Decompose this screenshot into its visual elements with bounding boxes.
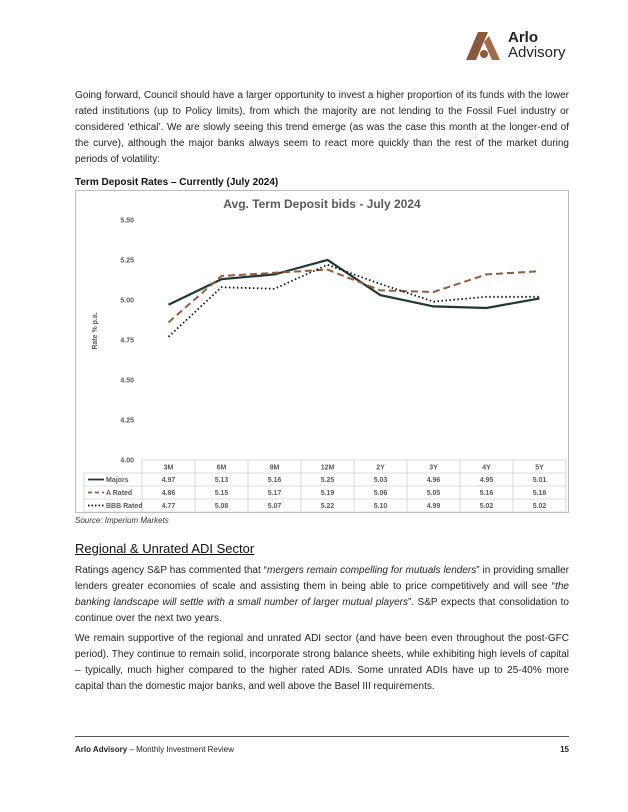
sp-text-1: Ratings agency S&P has commented that “ (75, 565, 268, 576)
table-value: 5.16 (267, 477, 282, 484)
legend-label: Majors (106, 477, 129, 484)
table-value: 5.10 (373, 503, 388, 510)
x-category-label: 6M (216, 464, 227, 472)
sp-text-2: ” in providing smaller lenders greater economies of scale and assisting them in being able to price competitively and will see “ (75, 565, 569, 592)
x-category-label: 3Y (429, 464, 438, 472)
table-value: 5.06 (373, 490, 388, 497)
sp-text-3: ”. S&P expects that consolidation to continue over the next two years. (75, 597, 569, 624)
legend-label: A Rated (106, 490, 133, 497)
chart-section-heading: Term Deposit Rates – Currently (July 2024) (75, 177, 279, 188)
table-value: 5.13 (214, 477, 229, 484)
x-category-label: 3M (163, 464, 174, 472)
chart-source: Source: Imperium Markets (75, 516, 169, 525)
footer-divider (75, 736, 569, 737)
table-value: 5.19 (320, 490, 335, 497)
arlo-logo-icon (462, 28, 502, 62)
table-value: 4.97 (161, 477, 176, 484)
series-line-bbb-rated (169, 265, 540, 337)
brand-name-line2: Advisory (508, 44, 566, 61)
footer-subtitle: – Monthly Investment Review (127, 745, 234, 754)
sp-quote-2: the banking landscape will settle with a small number of larger mutual players (75, 581, 569, 608)
table-value: 5.17 (267, 490, 282, 497)
y-tick-label: 4.00 (120, 457, 134, 465)
chart-title: Avg. Term Deposit bids - July 2024 (223, 197, 421, 211)
brand-logo (462, 26, 572, 66)
table-value: 5.18 (532, 490, 547, 497)
chart-container (75, 190, 569, 513)
y-tick-label: 5.00 (120, 297, 134, 305)
table-value: 5.15 (214, 490, 229, 497)
table-value: 5.07 (267, 503, 282, 510)
brand-name-line1: Arlo (508, 29, 538, 46)
x-category-label: 12M (320, 464, 335, 472)
table-value: 4.86 (161, 490, 176, 497)
legend-label: BBB Rated (106, 503, 143, 510)
page-number: 15 (560, 745, 569, 754)
table-value: 4.77 (161, 503, 176, 510)
sp-quote-1: mergers remain compelling for mutuals lenders (267, 565, 477, 576)
table-value: 4.96 (426, 477, 441, 484)
table-value: 5.02 (532, 503, 547, 510)
table-value: 5.16 (479, 490, 494, 497)
y-tick-label: 4.50 (120, 377, 134, 385)
x-category-label: 5Y (535, 464, 544, 472)
y-tick-label: 5.50 (120, 217, 134, 225)
x-category-label: 2Y (376, 464, 385, 472)
table-value: 5.02 (479, 503, 494, 510)
term-deposit-chart (76, 191, 568, 512)
section-heading-regional-adi: Regional & Unrated ADI Sector (75, 541, 255, 556)
y-tick-label: 4.75 (120, 337, 134, 345)
chart-y-axis-label: Rate % p.a. (92, 312, 99, 350)
footer-title (75, 745, 234, 754)
table-value: 5.25 (320, 477, 335, 484)
table-value: 5.08 (214, 503, 229, 510)
table-value: 5.22 (320, 503, 335, 510)
y-tick-label: 5.25 (120, 257, 134, 265)
table-value: 5.01 (532, 477, 547, 484)
intro-paragraph: Going forward, Council should have a larger opportunity to invest a higher proportion of its funds with the lower rated institutions (up to Policy limits), from which the majority are not lending to the Fossil Fuel industry or considered ‘ethical’. We are slowly seeing this trend emerge (as was the case this month at the longer-end of the curve), although the major banks always seem to react more quickly than the rest of the market during periods of volatility: (75, 90, 569, 165)
footer-brand: Arlo Advisory (75, 745, 128, 754)
table-value: 4.95 (479, 477, 494, 484)
table-value: 5.05 (426, 490, 441, 497)
x-category-label: 9M (269, 464, 280, 472)
table-value: 4.99 (426, 503, 441, 510)
sp-paragraph (75, 563, 569, 627)
series-line-majors (169, 260, 540, 308)
x-category-label: 4Y (482, 464, 491, 472)
adi-support-paragraph: We remain supportive of the regional and unrated ADI sector (and have been even throughout the post-GFC period). They continue to remain solid, incorporate strong balance sheets, while exhibiting high levels of capital – typically, much higher compared to the higher rated ADIs. Some unrated ADIs have up to 25-40% more capital than the domestic major banks, and well above the Basel III requirements. (75, 633, 569, 692)
table-value: 5.03 (373, 477, 388, 484)
y-tick-label: 4.25 (120, 417, 134, 425)
